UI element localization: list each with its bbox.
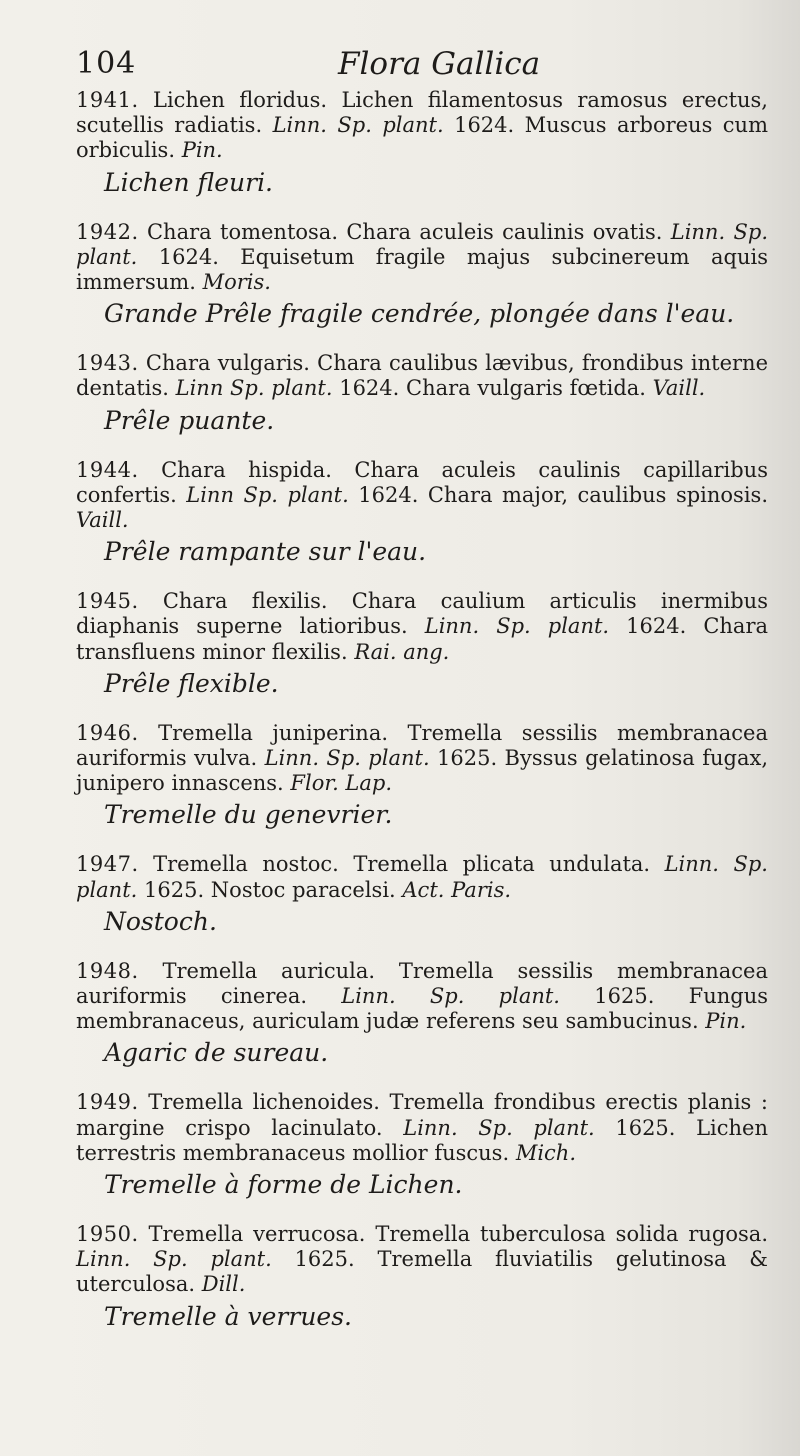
- entry-latin-text: [76, 351, 768, 401]
- entry-number: 1948.: [76, 958, 139, 983]
- entry-french-name: Agaric de sureau.: [104, 1038, 329, 1068]
- entry-citation: Moris.: [202, 270, 271, 295]
- entry-description: Tremella juniperina. Tremella sessilis membranacea auriformis vulva.: [76, 720, 768, 771]
- page-number: 104: [76, 46, 137, 81]
- entry-number: 1949.: [76, 1090, 139, 1115]
- entry-number: 1946.: [76, 720, 139, 745]
- entry-1945: [76, 589, 768, 699]
- entry-1949: [76, 1090, 768, 1200]
- entry-french-name: Grande Prêle fragile cendrée, plongée dans l'eau.: [104, 299, 735, 329]
- entry-citation: Linn. Sp. plant.: [264, 746, 430, 771]
- entry-number: 1947.: [76, 852, 139, 877]
- entry-1947: [76, 852, 768, 936]
- entry-description: 1624. Equisetum fragile majus subcinereum aquis immersum.: [76, 244, 768, 295]
- entries-list: [76, 88, 768, 1332]
- entry-citation: Linn Sp. plant.: [186, 482, 349, 507]
- entry-description: Chara flexilis. Chara caulium articulis inermibus diaphanis superne latioribus.: [76, 589, 768, 639]
- entry-description: 1625. Lichen terrestris membranaceus mollior fuscus.: [76, 1115, 768, 1165]
- entry-description: Lichen floridus. Lichen filamentosus ramosus erectus, scutellis radiatis.: [76, 88, 768, 138]
- entry-latin-text: [76, 721, 768, 797]
- entry-citation: Pin.: [705, 1009, 747, 1034]
- entry-description: 1625. Tremella fluviatilis gelutinosa & uterculosa.: [76, 1247, 769, 1297]
- entry-citation: Pin.: [181, 138, 223, 163]
- entry-french-name: Tremelle à verrues.: [104, 1301, 352, 1331]
- entry-1943: [76, 351, 768, 435]
- entry-description: Chara tomentosa. Chara aculeis caulinis ovatis.: [146, 219, 671, 244]
- entry-description: 1625. Fungus membranaceus, auriculam judæ referens seu sambucinus.: [76, 984, 768, 1034]
- entry-number: 1943.: [76, 351, 139, 376]
- entry-citation: Linn. Sp. plant.: [424, 614, 610, 639]
- entry-french-name: Tremelle du genevrier.: [104, 800, 393, 830]
- entry-1948: [76, 959, 768, 1069]
- entry-citation: Vaill.: [652, 376, 706, 401]
- entry-citation: Linn. Sp. plant.: [76, 1247, 272, 1272]
- entry-french-name: Lichen fleuri.: [104, 167, 274, 197]
- entry-citation: Rai. ang.: [354, 639, 450, 664]
- entry-number: 1942.: [76, 219, 139, 244]
- entry-french-name: Prêle rampante sur l'eau.: [104, 537, 427, 567]
- entry-latin-text: [76, 589, 768, 665]
- entry-latin-text: [76, 220, 768, 296]
- entry-citation: Linn Sp. plant.: [175, 376, 333, 401]
- entry-description: Tremella verrucosa. Tremella tuberculosa solida rugosa.: [148, 1222, 768, 1247]
- entry-number: 1944.: [76, 457, 139, 482]
- entry-citation: Linn. Sp. plant.: [403, 1115, 595, 1140]
- entry-citation: Linn. Sp. plant.: [272, 113, 444, 138]
- entry-number: 1950.: [76, 1222, 139, 1247]
- entry-1942: [76, 220, 768, 330]
- entry-description: Tremella auricula. Tremella sessilis membranacea auriformis cinerea.: [76, 958, 768, 1009]
- entry-1950: [76, 1222, 768, 1332]
- entry-latin-text: [76, 1222, 768, 1298]
- entry-citation: Mich.: [515, 1140, 576, 1165]
- entry-description: Chara vulgaris. Chara caulibus lævibus, frondibus interne dentatis.: [76, 351, 768, 401]
- entry-citation: Linn. Sp. plant.: [341, 984, 560, 1009]
- entry-description: 1625. Nostoc paracelsi.: [137, 877, 403, 902]
- entry-description: Chara hispida. Chara aculeis caulinis capillaribus confertis.: [76, 457, 768, 507]
- entry-description: 1624. Chara major, caulibus spinosis.: [348, 482, 768, 507]
- entry-citation: Vaill.: [76, 508, 129, 533]
- entry-1941: [76, 88, 768, 198]
- entry-citation: Dill.: [201, 1272, 246, 1297]
- entry-latin-text: [76, 959, 768, 1035]
- entry-french-name: Prêle puante.: [104, 405, 275, 435]
- entry-number: 1945.: [76, 589, 139, 614]
- entry-number: 1941.: [76, 88, 139, 112]
- entry-citation: Flor. Lap.: [290, 771, 393, 796]
- entry-description: Tremella nostoc. Tremella plicata undulata.: [153, 852, 665, 877]
- entry-description: 1624. Chara transfluens minor flexilis.: [76, 614, 769, 664]
- entry-citation: Act. Paris.: [402, 877, 512, 902]
- entry-citation: Linn. Sp. plant.: [76, 852, 768, 902]
- entry-latin-text: [76, 852, 768, 902]
- entry-latin-text: [76, 88, 768, 164]
- running-title: Flora Gallica: [338, 46, 541, 82]
- entry-1944: [76, 458, 768, 568]
- page-header: [76, 46, 760, 86]
- entry-citation: Linn. Sp. plant.: [76, 219, 768, 269]
- entry-french-name: Tremelle à forme de Lichen.: [104, 1170, 463, 1200]
- entry-1946: [76, 721, 768, 831]
- entry-description: 1625. Byssus gelatinosa fugax, junipero innascens.: [76, 746, 769, 796]
- entry-french-name: Nostoch.: [104, 906, 217, 936]
- entry-latin-text: [76, 1090, 768, 1166]
- entry-description: 1624. Chara vulgaris fœtida.: [332, 376, 653, 401]
- entry-latin-text: [76, 458, 768, 534]
- entry-description: Tremella lichenoides. Tremella frondibus erectis planis : margine crispo lacinulato.: [76, 1090, 768, 1140]
- entry-french-name: Prêle flexible.: [104, 668, 279, 698]
- entry-description: 1624. Muscus arboreus cum orbiculis.: [76, 113, 768, 163]
